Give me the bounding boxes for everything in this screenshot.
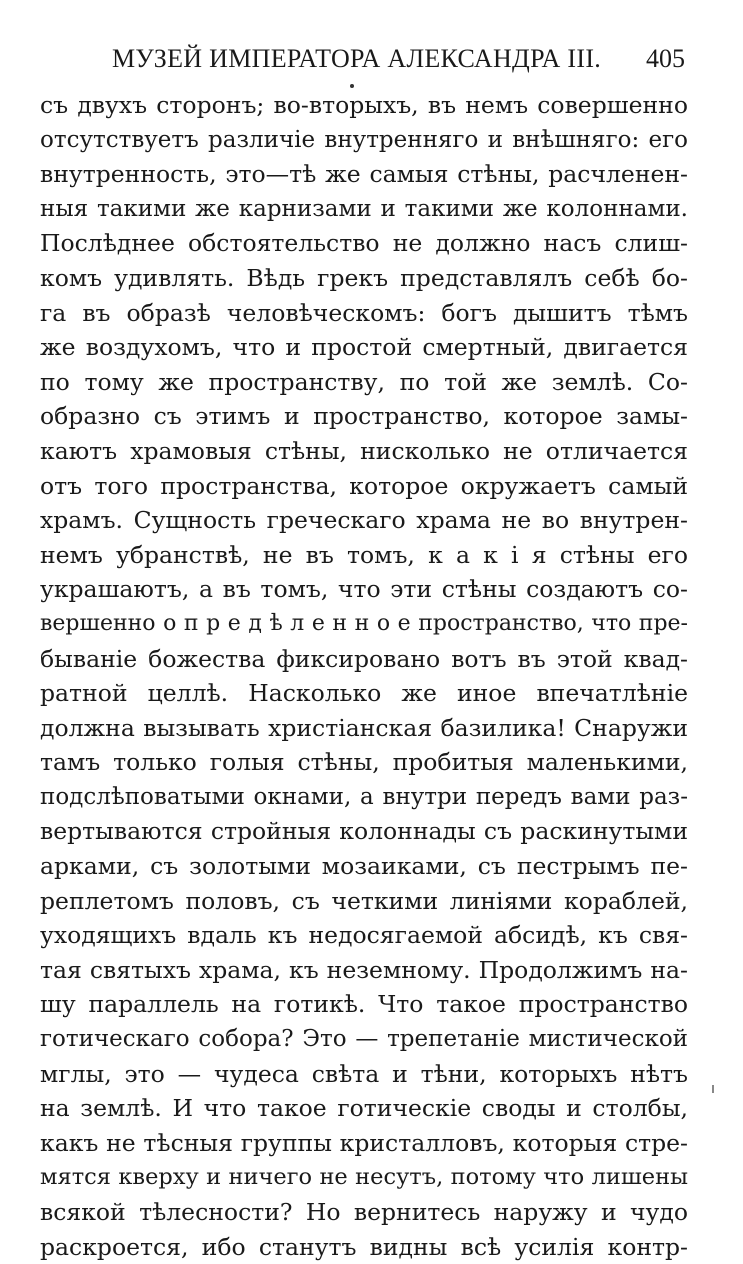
text-line: арками, съ золотыми мозаиками, съ пестрымъ пе- xyxy=(40,852,688,881)
text-line: комъ удивлять. Вѣдь грекъ представлялъ себѣ бо- xyxy=(40,263,688,292)
text-line: тая святыхъ храма, къ неземному. Продолжимъ на- xyxy=(40,955,688,984)
page-number: 405 xyxy=(646,44,685,73)
text-line: уходящихъ вдаль къ недосягаемой абсидѣ, къ свя- xyxy=(40,921,688,950)
text-line: вершенно о п р е д ѣ л е н н о е пространство, что пре- xyxy=(40,610,688,636)
text-line: всякой тѣлесности? Но вернитесь наружу и чудо xyxy=(40,1198,688,1226)
text-line: подслѣповатыми окнами, а внутри передъ вами раз- xyxy=(40,783,688,810)
text-line: мятся кверху и ничего не несутъ, потому что лишены xyxy=(40,1164,688,1191)
text-line: отъ того пространства, которое окружаетъ самый xyxy=(40,471,688,500)
margin-mark xyxy=(712,1085,714,1093)
text-line: га въ образѣ человѣческомъ: богъ дышитъ тѣмъ xyxy=(40,298,688,327)
text-line: каютъ храмовыя стѣны, нисколько не отличается xyxy=(40,436,688,465)
text-line: образно съ этимъ и пространство, которое замы- xyxy=(40,402,688,431)
text-line: храмъ. Сущность греческаго храма не во внутрен- xyxy=(40,506,688,535)
text-line: внутренность, это—тѣ же самыя стѣны, расчленен- xyxy=(40,160,688,189)
text-line: вертываются стройныя колоннады съ раскинутыми xyxy=(40,817,688,846)
running-title: МУЗЕЙ ИМПЕРАТОРА АЛЕКСАНДРА III. xyxy=(112,44,602,73)
text-line: немъ убранствѣ, не въ томъ, к а к і я стѣны его xyxy=(40,540,688,569)
text-line: должна вызывать христіанская базилика! Снаружи xyxy=(40,713,688,742)
text-line: раскроется, ибо станутъ видны всѣ усилія контр- xyxy=(40,1232,688,1261)
text-line: же воздухомъ, что и простой смертный, двигается xyxy=(40,333,688,362)
text-line: отсутствуетъ различіе внутренняго и внѣшняго: его xyxy=(40,126,688,153)
text-line: ныя такими же карнизами и такими же колоннами. xyxy=(40,195,688,222)
body-text xyxy=(40,88,688,1264)
text-line: съ двухъ сторонъ; во-вторыхъ, въ немъ совершенно xyxy=(40,91,688,119)
text-line: украшаютъ, а въ томъ, что эти стѣны создаютъ со- xyxy=(40,575,688,604)
text-line: по тому же пространству, по той же землѣ. Со- xyxy=(40,367,688,396)
text-line: какъ не тѣсныя группы кристалловъ, которыя стре- xyxy=(40,1128,688,1157)
running-head xyxy=(0,44,743,78)
text-line: готическаго собора? Это — трепетаніе мистической xyxy=(40,1026,688,1053)
text-line: ратной целлѣ. Насколько же иное впечатлѣніе xyxy=(40,679,688,708)
text-line: Послѣднее обстоятельство не должно насъ слиш- xyxy=(40,229,688,258)
text-line: на землѣ. И что такое готическіе своды и столбы, xyxy=(40,1094,688,1123)
text-line: реплетомъ половъ, съ четкими линіями кораблей, xyxy=(40,886,688,915)
text-line: мглы, это — чудеса свѣта и тѣни, которыхъ нѣтъ xyxy=(40,1059,688,1088)
text-line: тамъ только голыя стѣны, пробитыя маленькими, xyxy=(40,748,688,777)
text-line: шу параллель на готикѣ. Что такое пространство xyxy=(40,990,688,1019)
text-line: быванiе божества фиксировано вотъ въ этой квад- xyxy=(40,644,688,673)
